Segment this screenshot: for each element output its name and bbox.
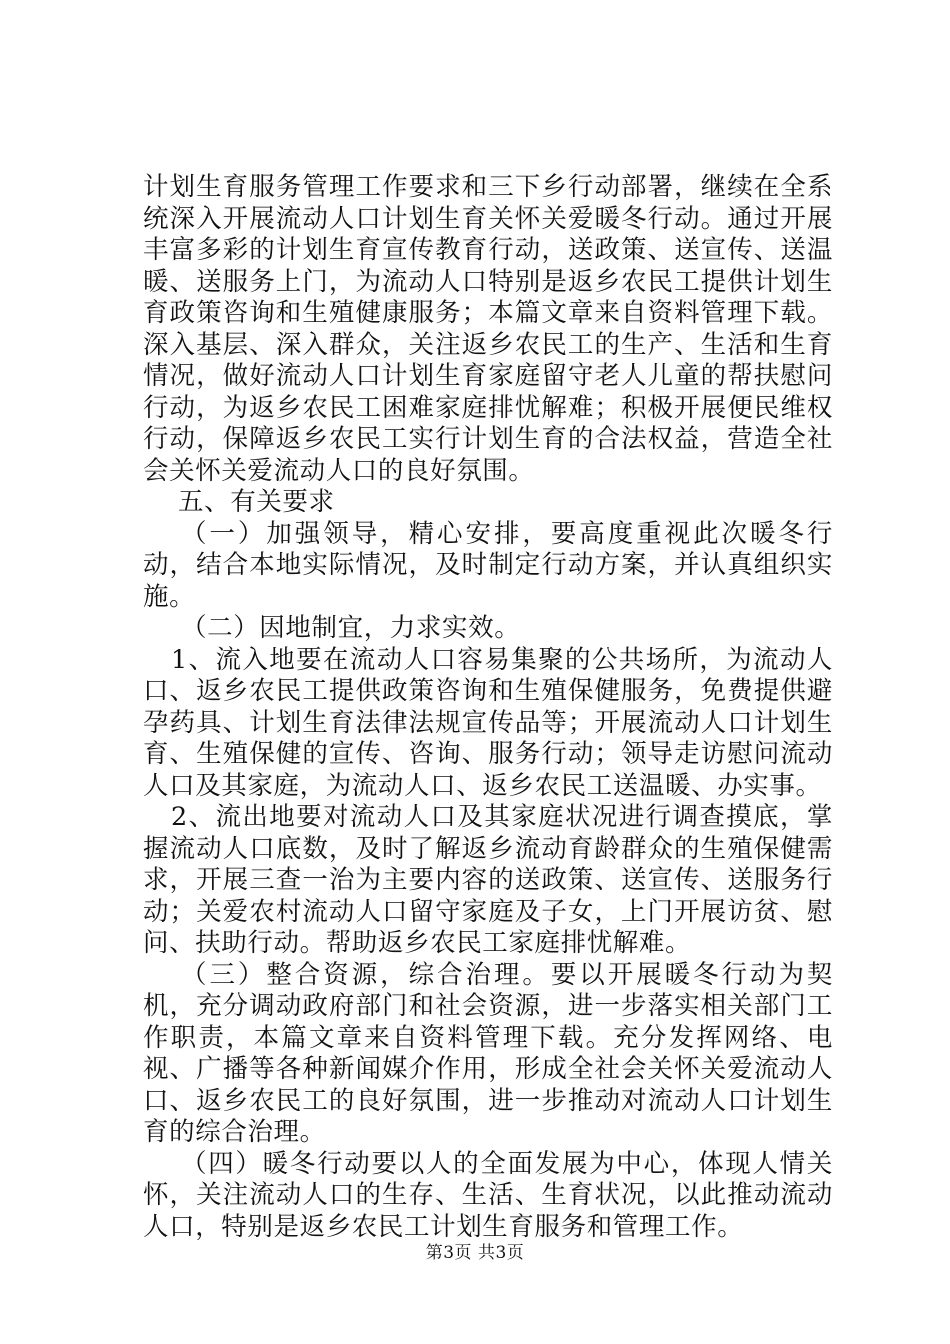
paragraph-sub-item-1: 1、流入地要在流动人口容易集聚的公共场所，为流动人口、返乡农民工提供政策咨询和生殖保健服务，免费提供避孕药具、计划生育法律法规宣传品等；开展流动人口计划生育、生殖保健的宣传、咨询、服务行动；领导走访慰问流动人口及其家庭，为流动人口、返乡农民工送温暖、办实事。	[143, 644, 833, 801]
paragraph-item-2: （二）因地制宜，力求实效。	[181, 613, 521, 643]
page-footer	[0, 1242, 950, 1264]
section-heading-requirements: 五、有关要求	[178, 487, 335, 517]
page-number-label: 第3页 共3页	[425, 1243, 525, 1263]
paragraph-item-4: （四）暖冬行动要以人的全面发展为中心，体现人情关怀，关注流动人口的生存、生活、生育状况，以此推动流动人口，特别是返乡农民工计划生育服务和管理工作。	[143, 1148, 833, 1242]
document-body	[143, 172, 833, 1243]
paragraph-item-1: （一）加强领导，精心安排，要高度重视此次暖冬行动，结合本地实际情况，及时制定行动方案，并认真组织实施。	[143, 518, 833, 612]
paragraph-sub-item-2: 2、流出地要对流动人口及其家庭状况进行调查摸底，掌握流动人口底数，及时了解返乡流动育龄群众的生殖保健需求，开展三查一治为主要内容的送政策、送宣传、送服务行动；关爱农村流动人口留守家庭及子女，上门开展访贫、慰问、扶助行动。帮助返乡农民工家庭排忧解难。	[143, 802, 833, 958]
paragraph-continuation: 计划生育服务管理工作要求和三下乡行动部署，继续在全系统深入开展流动人口计划生育关怀关爱暖冬行动。通过开展丰富多彩的计划生育宣传教育行动，送政策、送宣传、送温暖、送服务上门，为流动人口特别是返乡农民工提供计划生育政策咨询和生殖健康服务；本篇文章来自资料管理下载。深入基层、深入群众，关注返乡农民工的生产、生活和生育情况，做好流动人口计划生育家庭留守老人儿童的帮扶慰问行动，为返乡农民工困难家庭排忧解难；积极开展便民维权行动，保障返乡农民工实行计划生育的合法权益，营造全社会关怀关爱流动人口的良好氛围。	[143, 172, 833, 486]
paragraph-item-3: （三）整合资源，综合治理。要以开展暖冬行动为契机，充分调动政府部门和社会资源，进一步落实相关部门工作职责，本篇文章来自资料管理下载。充分发挥网络、电视、广播等各种新闻媒介作用，形成全社会关怀关爱流动人口、返乡农民工的良好氛围，进一步推动对流动人口计划生育的综合治理。	[143, 959, 833, 1147]
